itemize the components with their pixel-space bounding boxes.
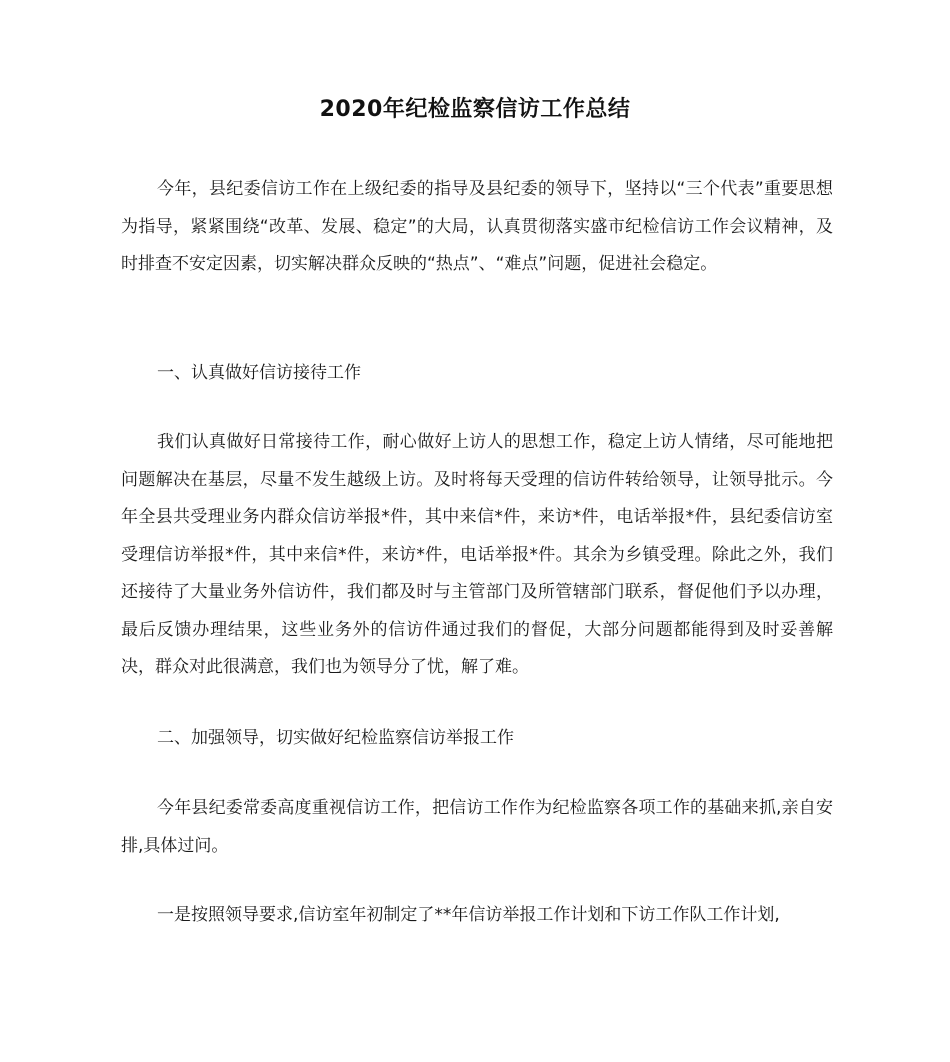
section-heading-2: 二、加强领导，切实做好纪检监察信访举报工作 xyxy=(157,728,514,748)
page-title: 2020年纪检监察信访工作总结 xyxy=(319,97,631,122)
section-heading-1: 一、认真做好信访接待工作 xyxy=(157,363,361,383)
paragraph-leadership: 今年县纪委常委高度重视信访工作，把信访工作作为纪检监察各项工作的基础来抓,亲自安排,具体过问。 xyxy=(121,798,833,856)
paragraph-plan: 一是按照领导要求,信访室年初制定了**年信访举报工作计划和下访工作队工作计划, xyxy=(157,905,780,925)
paragraph-reception: 我们认真做好日常接待工作，耐心做好上访人的思想工作，稳定上访人情绪，尽可能地把问题解决在基层，尽量不发生越级上访。及时将每天受理的信访件转给领导，让领导批示。今年全县共受理业务内群众信访举报*件，其中来信*件，来访*件，电话举报*件，县纪委信访室受理信访举报*件，其中来信*件，来访*件，电话举报*件。其余为乡镇受理。除此之外，我们还接待了大量业务外信访件，我们都及时与主管部门及所管辖部门联系，督促他们予以办理，最后反馈办理结果，这些业务外的信访件通过我们的督促，大部分问题都能得到及时妥善解决，群众对此很满意，我们也为领导分了忧，解了难。 xyxy=(121,432,833,677)
paragraph-intro: 今年，县纪委信访工作在上级纪委的指导及县纪委的领导下，坚持以“三个代表”重要思想为指导，紧紧围绕“改革、发展、稳定”的大局，认真贯彻落实盛市纪检信访工作会议精神，及时排查不安定因素，切实解决群众反映的“热点”、“难点”问题，促进社会稳定。 xyxy=(121,179,833,274)
